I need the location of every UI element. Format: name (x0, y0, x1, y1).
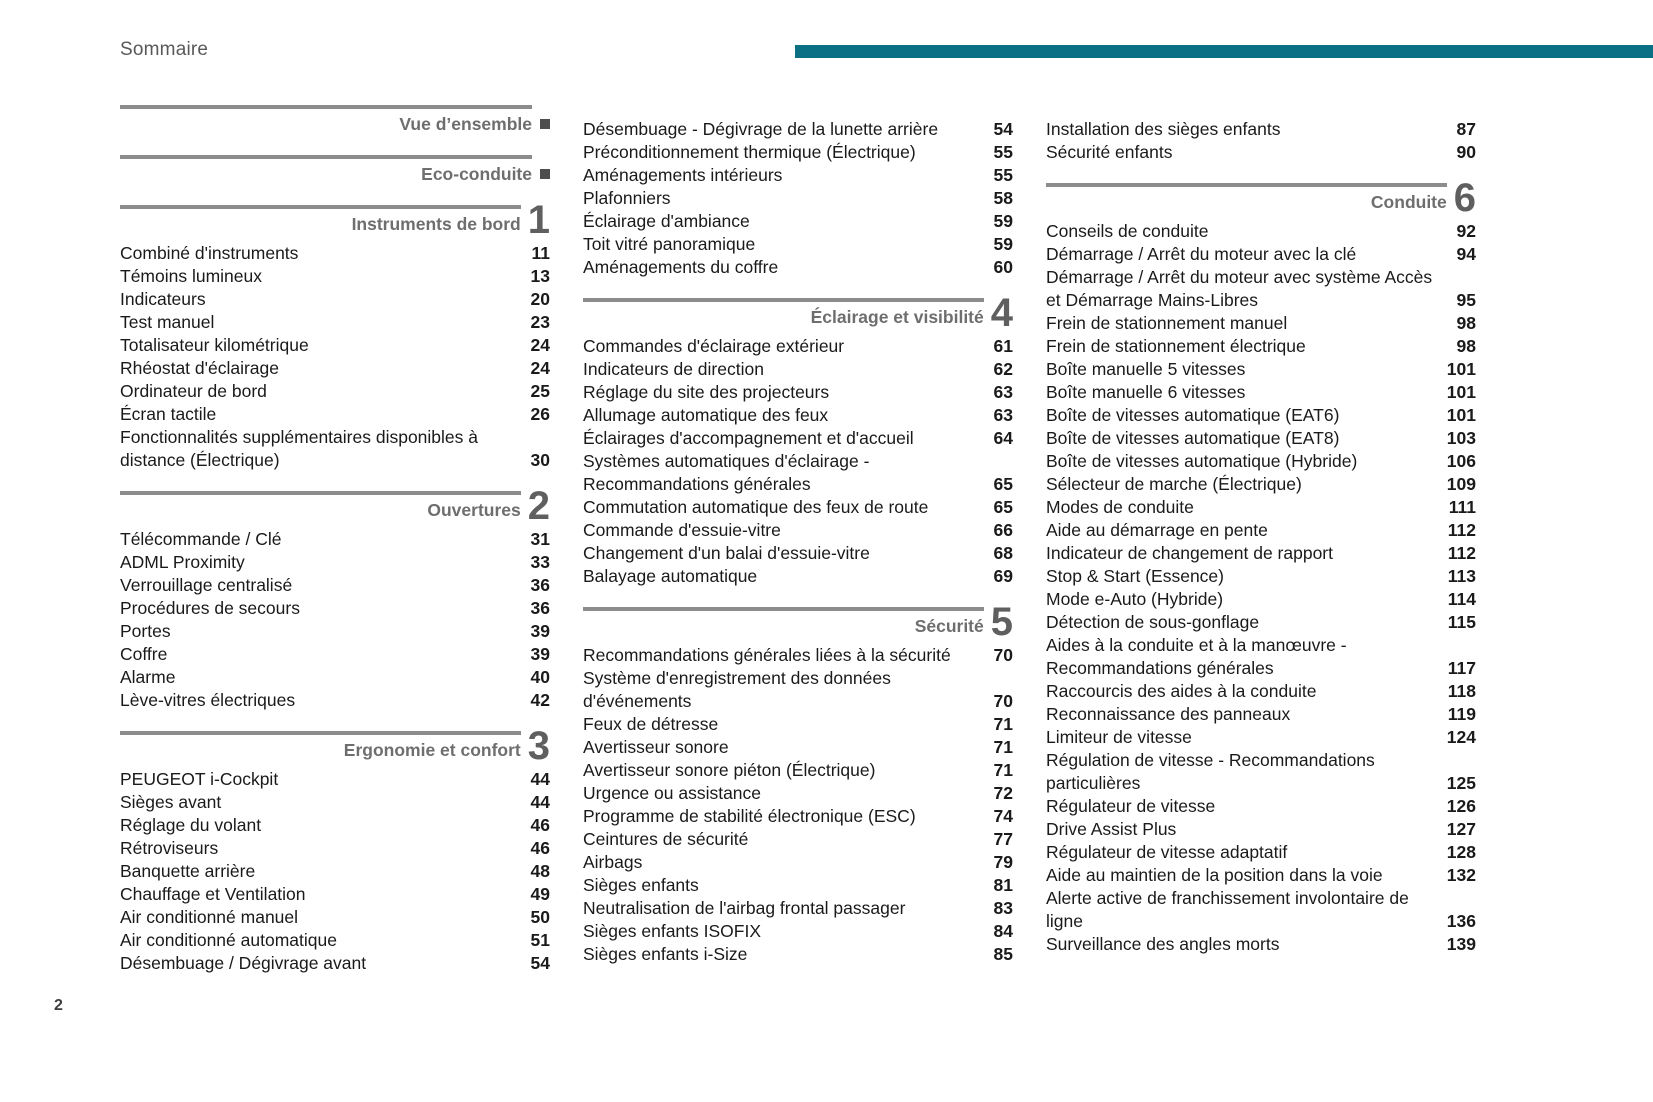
toc-entry-page: 11 (531, 242, 550, 263)
toc-entry-label: Boîte manuelle 5 vitesses (1046, 359, 1246, 379)
toc-entry[interactable] (1046, 634, 1476, 680)
toc-entry-page: 31 (530, 528, 550, 549)
toc-entry-label: Boîte de vitesses automatique (Hybride) (1046, 451, 1358, 471)
toc-entry[interactable] (1046, 818, 1476, 841)
section-header (583, 291, 1013, 335)
section-header (120, 155, 550, 186)
toc-entry-page: 59 (993, 234, 1013, 254)
toc-entry-page: 62 (993, 359, 1013, 379)
toc-entry[interactable] (120, 791, 550, 814)
toc-entry-page: 128 (1446, 842, 1476, 862)
toc-entry-label: Conseils de conduite (1046, 221, 1209, 241)
toc-entry[interactable] (120, 929, 550, 952)
toc-entry[interactable] (1046, 427, 1476, 450)
section-label: Éclairage et visibilité (810, 307, 984, 327)
toc-entry-page: 112 (1447, 520, 1476, 540)
toc-entry-page: 48 (530, 860, 550, 881)
toc-entry[interactable] (583, 233, 1013, 256)
toc-entry-page: 92 (1456, 221, 1476, 241)
toc-entry-page: 136 (1446, 911, 1476, 931)
toc-entry-label: Écran tactile (120, 403, 217, 424)
toc-entry-label: Commandes d'éclairage extérieur (583, 336, 845, 356)
toc-entry-page: 51 (530, 929, 550, 950)
section-label: Sécurité (914, 616, 984, 636)
toc-entry-page: 66 (993, 520, 1013, 540)
section-header (120, 197, 550, 242)
toc-entry-page: 63 (993, 382, 1013, 402)
toc-entry-page: 46 (530, 814, 550, 835)
toc-entry-label: Régulation de vitesse - Recommandations particulières (1046, 750, 1375, 793)
toc-entry-page: 118 (1447, 681, 1476, 701)
toc-entry-label: Boîte de vitesses automatique (EAT8) (1046, 428, 1340, 448)
toc-entry-page: 103 (1446, 428, 1476, 448)
toc-entry-label: Programme de stabilité électronique (ESC) (583, 806, 916, 826)
toc-entry[interactable] (1046, 795, 1476, 818)
section-header-left (120, 731, 521, 763)
toc-entry-page: 39 (530, 643, 550, 664)
toc-entry-page: 24 (530, 334, 550, 355)
toc-entry[interactable] (120, 620, 550, 643)
toc-entry[interactable] (1046, 565, 1476, 588)
toc-entry[interactable] (583, 118, 1013, 141)
toc-entry[interactable] (583, 736, 1013, 759)
toc-entry[interactable] (583, 805, 1013, 828)
toc-entry[interactable] (1046, 404, 1476, 427)
toc-entry-label: Ordinateur de bord (120, 380, 267, 401)
toc-entry-label: Système d'enregistrement des données d'événements (583, 668, 891, 711)
toc-entry-page: 69 (993, 566, 1013, 586)
toc-entry[interactable] (1046, 519, 1476, 542)
toc-entry-label: Chauffage et Ventilation (120, 883, 306, 904)
toc-entry-label: Plafonniers (583, 188, 671, 208)
toc-entry-page: 70 (993, 691, 1013, 711)
toc-entry[interactable] (583, 851, 1013, 874)
toc-entry-label: Sièges enfants i-Size (583, 944, 748, 964)
toc-entry-label: Avertisseur sonore (583, 737, 729, 757)
section-header-left (120, 205, 521, 237)
toc-entry-page: 125 (1446, 773, 1476, 793)
toc-entry-label: Boîte manuelle 6 vitesses (1046, 382, 1246, 402)
toc-entry-label: Témoins lumineux (120, 265, 262, 286)
toc-entry[interactable] (120, 952, 550, 975)
accent-bar (795, 45, 1653, 58)
toc-entry[interactable] (583, 713, 1013, 736)
toc-entry[interactable] (120, 837, 550, 860)
toc-entry-label: Boîte de vitesses automatique (EAT6) (1046, 405, 1340, 425)
toc-entry-label: Détection de sous-gonflage (1046, 612, 1260, 632)
toc-entry-label: Urgence ou assistance (583, 783, 762, 803)
section-label: Conduite (1370, 192, 1447, 212)
toc-entry-page: 42 (530, 689, 550, 710)
toc-entry-label: Commande d'essuie-vitre (583, 520, 781, 540)
toc-entry[interactable] (120, 906, 550, 929)
toc-entry[interactable] (583, 210, 1013, 233)
toc-entry-page: 30 (530, 449, 550, 470)
toc-entry[interactable] (1046, 496, 1476, 519)
toc-entry-page: 132 (1446, 865, 1476, 885)
toc-entry[interactable] (120, 597, 550, 620)
toc-entry[interactable] (583, 519, 1013, 542)
toc-entry[interactable] (583, 874, 1013, 897)
page-title: Sommaire (120, 39, 209, 60)
toc-entry-page: 50 (530, 906, 550, 927)
section-number: 3 (527, 723, 550, 768)
toc-entry-label: Mode e-Auto (Hybride) (1046, 589, 1224, 609)
toc-entry[interactable] (120, 768, 550, 791)
toc-entry-label: Démarrage / Arrêt du moteur avec système Accès et Démarrage Mains-Libres (1046, 267, 1433, 310)
section-label: Ergonomie et confort (343, 739, 521, 760)
toc-entry[interactable] (583, 667, 1013, 713)
toc-entry-label: Lève-vitres électriques (120, 689, 296, 710)
toc-entry-page: 124 (1446, 727, 1476, 747)
toc-entry-page: 106 (1446, 451, 1476, 471)
toc-entry[interactable] (1046, 588, 1476, 611)
toc-entry-label: Coffre (120, 643, 168, 664)
toc-entry-label: Désembuage - Dégivrage de la lunette arrière (583, 119, 939, 139)
toc-entry-label: Aides à la conduite et à la manœuvre - Recommandations générales (1046, 635, 1347, 678)
toc-entry-page: 44 (530, 791, 550, 812)
toc-entry-page: 59 (993, 211, 1013, 231)
section-number: 5 (990, 600, 1013, 644)
toc-entry-label: Drive Assist Plus (1046, 819, 1177, 839)
section-header-left (583, 607, 984, 639)
section-number: 6 (1453, 176, 1476, 220)
toc-entry[interactable] (1046, 312, 1476, 335)
toc-entry-label: Rétroviseurs (120, 837, 219, 858)
toc-entry-page: 58 (993, 188, 1013, 208)
toc-entry-page: 55 (993, 142, 1013, 162)
toc-entry[interactable] (1046, 266, 1476, 312)
toc-entry[interactable] (120, 380, 550, 403)
toc-entry[interactable] (120, 666, 550, 689)
toc-entry[interactable] (583, 759, 1013, 782)
toc-entry-label: Totalisateur kilométrique (120, 334, 309, 355)
toc-entry-page: 71 (993, 714, 1013, 734)
toc-entry-page: 26 (530, 403, 550, 424)
toc-entry-page: 54 (993, 119, 1013, 139)
toc-entry-page: 101 (1446, 405, 1476, 425)
toc-entry[interactable] (583, 335, 1013, 358)
section-number: 2 (527, 483, 550, 528)
toc-entry[interactable] (120, 426, 550, 472)
toc-entry-label: Commutation automatique des feux de route (583, 497, 929, 517)
toc-entry-label: Préconditionnement thermique (Électrique) (583, 142, 916, 162)
toc-entry-page: 60 (993, 257, 1013, 277)
toc-entry-label: Démarrage / Arrêt du moteur avec la clé (1046, 244, 1357, 264)
toc-entry-page: 70 (993, 645, 1013, 665)
toc-entry-page: 36 (530, 574, 550, 595)
toc-entry-page: 55 (993, 165, 1013, 185)
toc-entry-label: Régulateur de vitesse (1046, 796, 1216, 816)
toc-entry-page: 113 (1447, 566, 1476, 586)
toc-entry-page: 40 (530, 666, 550, 687)
section-number: 1 (527, 197, 550, 242)
toc-entry[interactable] (583, 542, 1013, 565)
toc-entry-label: Télécommande / Clé (120, 528, 282, 549)
toc-entry[interactable] (1046, 542, 1476, 565)
section-header-left (1046, 183, 1447, 215)
toc-entry-page: 64 (993, 428, 1013, 448)
toc-entry-label: Désembuage / Dégivrage avant (120, 952, 367, 973)
toc-entry-label: Ceintures de sécurité (583, 829, 749, 849)
toc-entry-page: 127 (1446, 819, 1476, 839)
toc-entry[interactable] (120, 288, 550, 311)
toc-entry[interactable] (583, 565, 1013, 588)
toc-column-1 (120, 105, 550, 975)
toc-entry[interactable] (583, 187, 1013, 210)
toc-entry-page: 39 (530, 620, 550, 641)
toc-entry-page: 65 (993, 497, 1013, 517)
toc-column-2 (583, 105, 1013, 975)
toc-entry[interactable] (120, 860, 550, 883)
toc-entry-page: 119 (1447, 704, 1476, 724)
section-square-marker-icon (540, 169, 550, 179)
toc-entry[interactable] (583, 141, 1013, 164)
toc-entry[interactable] (583, 496, 1013, 519)
toc-entry-page: 65 (993, 474, 1013, 494)
toc-entry-label: Allumage automatique des feux (583, 405, 829, 425)
toc-entry-label: Fonctionnalités supplémentaires disponibles à distance (Électrique) (120, 426, 478, 470)
toc-entry[interactable] (1046, 473, 1476, 496)
toc-entry[interactable] (1046, 749, 1476, 795)
toc-entry-page: 115 (1447, 612, 1476, 632)
toc-entry-label: PEUGEOT i-Cockpit (120, 768, 279, 789)
toc-entry[interactable] (583, 450, 1013, 496)
toc-entry-page: 101 (1446, 359, 1476, 379)
toc-entry-label: Balayage automatique (583, 566, 758, 586)
toc-entry-page: 24 (530, 357, 550, 378)
section-square-marker-icon (540, 119, 550, 129)
table-of-contents (120, 105, 1476, 975)
toc-entry-page: 44 (530, 768, 550, 789)
toc-entry-label: Changement d'un balai d'essuie-vitre (583, 543, 870, 563)
toc-entry-page: 87 (1456, 119, 1476, 139)
toc-entry-label: Réglage du volant (120, 814, 262, 835)
toc-entry[interactable] (120, 357, 550, 380)
toc-entry-page: 126 (1446, 796, 1476, 816)
toc-entry[interactable] (120, 334, 550, 357)
toc-entry-page: 98 (1456, 336, 1476, 356)
toc-entry-page: 112 (1447, 543, 1476, 563)
toc-entry-label: Neutralisation de l'airbag frontal passager (583, 898, 906, 918)
toc-entry-page: 111 (1448, 497, 1476, 517)
toc-entry-page: 25 (530, 380, 550, 401)
toc-entry[interactable] (583, 897, 1013, 920)
toc-entry-label: Sélecteur de marche (Électrique) (1046, 474, 1302, 494)
toc-entry[interactable] (120, 643, 550, 666)
toc-entry[interactable] (120, 242, 550, 265)
toc-entry-label: Sécurité enfants (1046, 142, 1173, 162)
toc-entry[interactable] (120, 814, 550, 837)
toc-entry-label: Airbags (583, 852, 643, 872)
toc-entry-label: Stop & Start (Essence) (1046, 566, 1224, 586)
toc-entry-label: Sièges enfants ISOFIX (583, 921, 762, 941)
section-header (120, 723, 550, 768)
toc-entry-page: 95 (1456, 290, 1476, 310)
toc-entry[interactable] (583, 920, 1013, 943)
toc-entry[interactable] (583, 358, 1013, 381)
toc-entry-page: 101 (1446, 382, 1476, 402)
toc-entry-label: Frein de stationnement électrique (1046, 336, 1306, 356)
toc-entry[interactable] (1046, 841, 1476, 864)
toc-entry[interactable] (1046, 381, 1476, 404)
section-header-left (120, 491, 521, 523)
toc-entry[interactable] (120, 551, 550, 574)
toc-entry-page: 74 (993, 806, 1013, 826)
toc-entry-page: 90 (1456, 142, 1476, 162)
toc-entry[interactable] (583, 782, 1013, 805)
toc-entry[interactable] (120, 403, 550, 426)
toc-entry-label: Indicateurs (120, 288, 206, 309)
toc-entry[interactable] (1046, 220, 1476, 243)
toc-entry[interactable] (1046, 703, 1476, 726)
toc-entry[interactable] (1046, 243, 1476, 266)
section-label: Vue d’ensemble (399, 114, 532, 134)
toc-entry[interactable] (583, 404, 1013, 427)
section-label: Eco-conduite (421, 163, 532, 184)
toc-entry-label: Avertisseur sonore piéton (Électrique) (583, 760, 876, 780)
toc-entry-label: Recommandations générales liées à la sécurité (583, 645, 951, 665)
section-header-left (120, 105, 532, 136)
toc-entry[interactable] (583, 256, 1013, 279)
toc-entry-label: Aide au maintien de la position dans la voie (1046, 865, 1383, 885)
toc-entry-label: Toit vitré panoramique (583, 234, 756, 254)
toc-entry-page: 117 (1447, 658, 1476, 678)
toc-entry[interactable] (583, 828, 1013, 851)
toc-entry-label: ADML Proximity (120, 551, 245, 572)
toc-entry[interactable] (1046, 933, 1476, 956)
toc-entry[interactable] (120, 574, 550, 597)
toc-entry-page: 68 (993, 543, 1013, 563)
toc-entry[interactable] (120, 311, 550, 334)
toc-entry[interactable] (1046, 358, 1476, 381)
toc-entry-page: 61 (993, 336, 1013, 356)
toc-entry-label: Verrouillage centralisé (120, 574, 293, 595)
toc-entry-label: Modes de conduite (1046, 497, 1194, 517)
toc-entry-label: Aide au démarrage en pente (1046, 520, 1268, 540)
toc-entry-page: 81 (993, 875, 1013, 895)
toc-entry[interactable] (583, 427, 1013, 450)
toc-entry[interactable] (583, 943, 1013, 966)
toc-entry-label: Combiné d'instruments (120, 242, 299, 263)
toc-entry-label: Éclairage d'ambiance (583, 211, 750, 231)
toc-entry-label: Alerte active de franchissement involontaire de ligne (1046, 888, 1409, 931)
toc-entry-label: Réglage du site des projecteurs (583, 382, 830, 402)
toc-entry-page: 13 (530, 265, 550, 286)
toc-entry[interactable] (583, 644, 1013, 667)
page-number: 2 (54, 997, 63, 1014)
toc-entry-label: Sièges avant (120, 791, 222, 812)
toc-entry-page: 83 (993, 898, 1013, 918)
toc-entry-page: 36 (530, 597, 550, 618)
toc-entry-label: Installation des sièges enfants (1046, 119, 1281, 139)
toc-entry-page: 79 (993, 852, 1013, 872)
toc-entry[interactable] (1046, 611, 1476, 634)
toc-entry-label: Aménagements du coffre (583, 257, 779, 277)
toc-entry[interactable] (1046, 726, 1476, 749)
toc-entry[interactable] (1046, 335, 1476, 358)
toc-entry-page: 63 (993, 405, 1013, 425)
toc-entry[interactable] (120, 883, 550, 906)
toc-entry-label: Indicateurs de direction (583, 359, 764, 379)
toc-entry-label: Air conditionné manuel (120, 906, 299, 927)
toc-entry-label: Sièges enfants (583, 875, 699, 895)
section-header (120, 105, 550, 136)
toc-entry-page: 71 (993, 737, 1013, 757)
toc-entry[interactable] (1046, 141, 1476, 164)
toc-entry-label: Air conditionné automatique (120, 929, 337, 950)
section-header-left (120, 155, 532, 186)
toc-entry-label: Régulateur de vitesse adaptatif (1046, 842, 1288, 862)
toc-entry-page: 71 (993, 760, 1013, 780)
toc-entry-label: Portes (120, 620, 171, 641)
section-header-left (583, 298, 984, 330)
toc-entry[interactable] (1046, 887, 1476, 933)
toc-entry-page: 139 (1446, 934, 1476, 954)
toc-entry-label: Raccourcis des aides à la conduite (1046, 681, 1317, 701)
toc-entry-page: 84 (993, 921, 1013, 941)
toc-entry-page: 98 (1456, 313, 1476, 333)
toc-entry-page: 85 (993, 944, 1013, 964)
section-header (1046, 176, 1476, 220)
toc-entry-label: Éclairages d'accompagnement et d'accueil (583, 428, 914, 448)
toc-entry-page: 77 (993, 829, 1013, 849)
toc-entry-label: Surveillance des angles morts (1046, 934, 1280, 954)
toc-entry-label: Indicateur de changement de rapport (1046, 543, 1333, 563)
toc-entry-label: Feux de détresse (583, 714, 719, 734)
toc-entry-label: Systèmes automatiques d'éclairage - Recommandations générales (583, 451, 870, 494)
toc-column-3 (1046, 105, 1476, 975)
toc-entry[interactable] (120, 265, 550, 288)
toc-entry-label: Rhéostat d'éclairage (120, 357, 279, 378)
toc-entry-label: Test manuel (120, 311, 215, 332)
toc-entry-page: 33 (530, 551, 550, 572)
toc-entry-page: 20 (530, 288, 550, 309)
section-number: 4 (990, 291, 1013, 335)
section-label: Ouvertures (427, 499, 521, 520)
toc-entry-page: 114 (1447, 589, 1476, 609)
toc-entry-label: Reconnaissance des panneaux (1046, 704, 1291, 724)
toc-entry[interactable] (583, 164, 1013, 187)
toc-entry[interactable] (120, 528, 550, 551)
toc-entry[interactable] (1046, 118, 1476, 141)
section-header (583, 600, 1013, 644)
toc-entry[interactable] (1046, 680, 1476, 703)
toc-entry-label: Frein de stationnement manuel (1046, 313, 1288, 333)
toc-entry-page: 72 (993, 783, 1013, 803)
section-header (120, 483, 550, 528)
toc-entry-label: Procédures de secours (120, 597, 300, 618)
toc-entry[interactable] (1046, 450, 1476, 473)
toc-entry-page: 109 (1446, 474, 1476, 494)
toc-entry-label: Aménagements intérieurs (583, 165, 783, 185)
toc-entry-label: Banquette arrière (120, 860, 256, 881)
toc-entry-label: Alarme (120, 666, 176, 687)
toc-entry-page: 23 (530, 311, 550, 332)
toc-entry-label: Limiteur de vitesse (1046, 727, 1192, 747)
toc-entry-page: 46 (530, 837, 550, 858)
toc-entry-page: 49 (530, 883, 550, 904)
toc-entry-page: 54 (530, 952, 550, 973)
toc-entry[interactable] (120, 689, 550, 712)
toc-entry[interactable] (1046, 864, 1476, 887)
section-label: Instruments de bord (351, 213, 521, 234)
toc-entry[interactable] (583, 381, 1013, 404)
toc-entry-page: 94 (1456, 244, 1476, 264)
